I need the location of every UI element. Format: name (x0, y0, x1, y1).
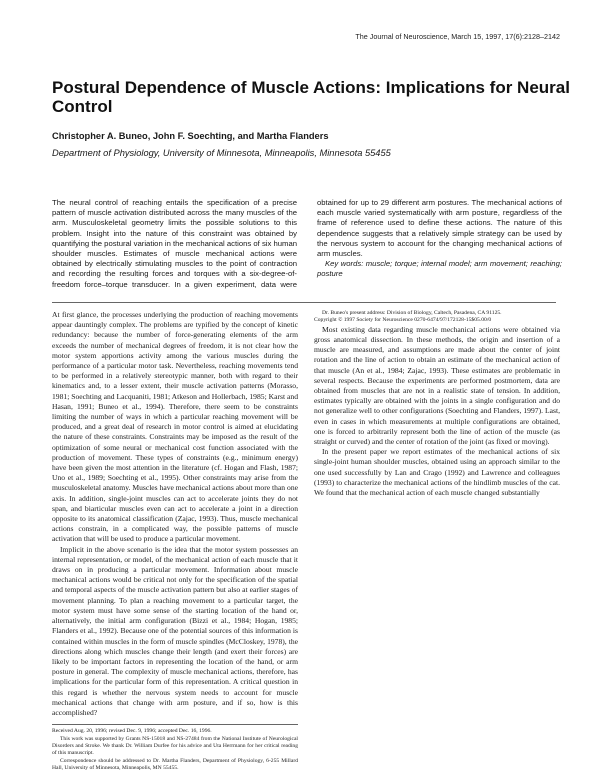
body-paragraph: Implicit in the above scenario is the idea that the motor system possesses an internal representation, or model, of the mechanical action of each muscle that it draws on in producing a particular movement. Information about muscle mechanical actions would be critical not only for the specification of the spatial and temporal aspects of the muscle activation pattern but also at earlier stages of movement planning. To plan a reaching movement to a particular target, the motor system must have some sense of the starting location of the hand or, alternatively, the initial arm configuration (Bizzi et al., 1984; Hogan, 1985; Flanders et al., 1992). Because one of the potential sources of this information is contained within muscles in the form of muscle spindles (McCloskey, 1978), the directions along which muscles change their length (and exert their forces) are likely to be important factors in representing the location of the hand, or arm posture in general. The complexity of muscle mechanical actions, therefore, has implications for the particular form of this representation. A critical question in this regard is whether the nervous system needs to account for muscle mechanical actions that change with arm posture, and if so, how is this accomplished? (52, 544, 298, 717)
footnote-address: Dr. Buneo's present address: Division of Biology, Caltech, Pasadena, CA 91125. (322, 310, 502, 316)
running-head: The Journal of Neuroscience, March 15, 1997, 17(6):2128–2142 (355, 32, 560, 41)
body-text (52, 310, 560, 776)
author-list: Christopher A. Buneo, John F. Soechting, and Martha Flanders (52, 131, 329, 141)
footnote-received: Received Aug. 20, 1996; revised Dec. 9, 1996; accepted Dec. 16, 1996. (52, 728, 212, 735)
affiliation: Department of Physiology, University of Minnesota, Minneapolis, Minnesota 55455 (52, 148, 391, 158)
paper-title: Postural Dependence of Muscle Actions: Implications for Neural Control (52, 78, 570, 116)
body-paragraph: Most existing data regarding muscle mechanical actions were obtained via gross anatomical dissection. In these methods, the origin and insertion of a muscle are measured, and assumptions are made about the center of joint rotation and the line of action to obtain an estimate of the mechanical action of that muscle (An et al., 1984; Zajac, 1993). These estimates are problematic in several respects. Because the experiments are performed postmortem, data are obtained from muscles that are not in a realistic state of tension. In addition, estimates typically are obtained with the joints in a single configuration and do not generalize well to other configurations (Soechting and Flanders, 1997). Last, even in cases in which measurements at multiple configurations are obtained, one is forced to arbitrarily represent both the line of action of the muscle (as straight or curved) and the center of rotation of the joint (as fixed or moving). (314, 324, 560, 447)
footnote-funding: This work was supported by Grants NS-15018 and NS-27484 from the National Institute of Neurological Disorders and Stroke. We thank Dr. William Durfee for his advice and Uta Herrmann for her critical reading of this manuscript. (52, 735, 298, 757)
abstract-text: The neural control of reaching entails the specification of a precise pattern of muscle activation distributed across the many muscles of the arm. Musculoskeletal geometry limits the possible solutions to this problem. Insight into the nature of this constraint was obtained by quantifying the postural variation in the mechanical actions of six human shoulder muscles. Estimates of muscle mechanical actions were obtained by electrically stimulating muscles to the point of contraction and recording the resulting forces and torques with a six-degree-of-freedom force–torque transducer. In a given experiment, data were obtained for up to 29 different arm postures. The mechanical actions of each muscle varied systematically with arm posture, regardless of the frame of reference used to define these actions. The nature of this dependence suggests that a relatively simple strategy can be used by the nervous system to account for the changing mechanical actions of arm muscles. (52, 198, 562, 289)
body-paragraph: In the present paper we report estimates of the mechanical actions of six single-joint human shoulder muscles, obtained using an approach similar to the one used successfully by Lan and Crago (1992) and Lawrence and colleagues (1993) to characterize the mechanical actions of the hindlimb muscles of the cat. We found that the mechanical action of each muscle changed substantially (314, 447, 560, 498)
section-divider (52, 302, 556, 303)
body-paragraph: At first glance, the processes underlying the production of reaching movements appear dauntingly complex. The problems are typified by the concept of kinetic redundancy: because the number of force-generating elements of the arm exceeds the number of mechanical degrees of freedom, it is not clear how the motor system apportions activity among the various muscles during the performance of a particular motor task. Nevertheless, reaching movements tend to be performed in a relatively stereotypic manner, both with regard to their kinematics and, to a lesser extent, their muscle activation patterns (Morasso, 1981; Soechting and Lacquaniti, 1981; Atkeson and Hollerbach, 1985; Karst and Hasan, 1991; Buneo et al., 1994). Therefore, there seem to be constraints limiting the number of ways in which a particular reaching movement will be produced, and a great deal of research in motor control is aimed at elucidating the nature of these constraints. Constraints may be imposed as the result of the optimization of some neural or mechanical cost function associated with the production of movement. These types of constraints (e.g., minimum energy) have been given the most attention in the literature (cf. Hogan and Flash, 1987; Uno et al., 1989; Soechting et al., 1995). Other constraints may arise from the musculoskeletal anatomy. Muscles have mechanical actions about more than one axis. In addition, single-joint muscles can act to accelerate joints they do not span, and biarticular muscles even can act to accelerate a joint in a direction opposite to its anatomical classification (Zajac, 1993). Thus, muscle mechanical actions constrain, in a complicated way, the possible patterns of muscle activation that will be used to produce a particular movement. (52, 310, 298, 544)
footnote-correspondence: Correspondence should be addressed to Dr. Martha Flanders, Department of Physiology, 6-255 Millard Hall, University of Minnesota, Minneapolis, MN 55455. (52, 757, 298, 772)
keywords: Key words: muscle; torque; internal model; arm movement; reaching; posture (317, 259, 562, 279)
abstract (52, 198, 562, 290)
footnote-copyright: Copyright © 1997 Society for Neuroscience 0270-6474/97/172128-15$05.00/0 (314, 317, 492, 324)
